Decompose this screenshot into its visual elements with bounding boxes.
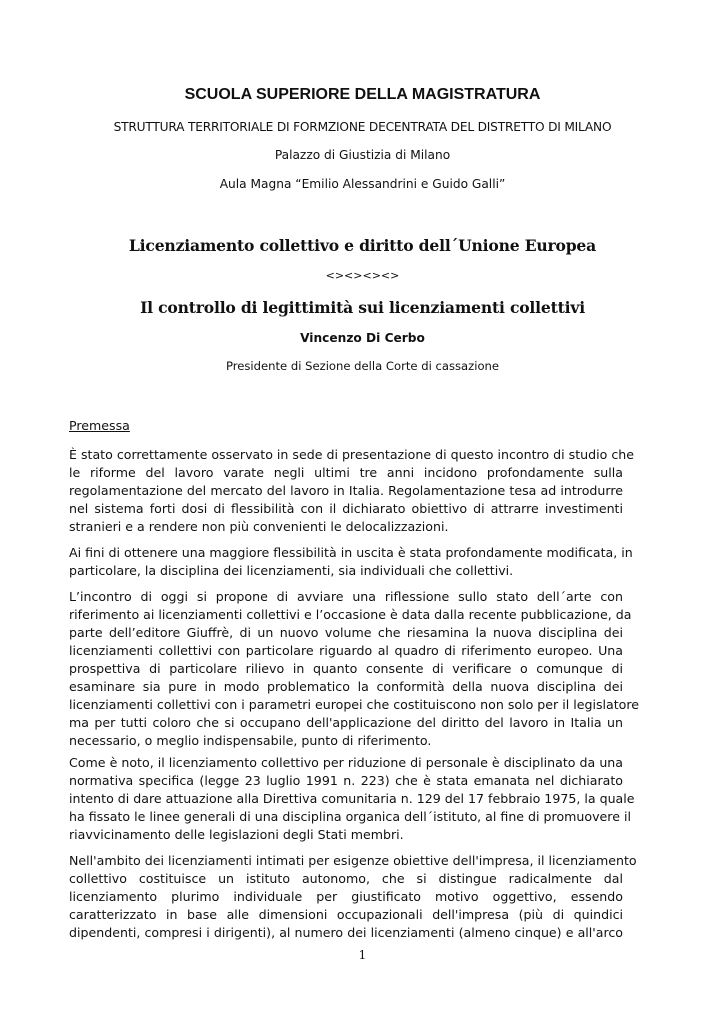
- text-line: caratterizzato in base alle dimensioni occupazionali dell'impresa (più di quindici: [69, 907, 623, 922]
- document-title: Licenziamento collettivo e diritto dell´Unione Europea: [128, 236, 597, 255]
- text-line: necessario, o meglio indispensabile, punto di riferimento.: [69, 733, 432, 748]
- text-line: prospettiva di particolare rilievo in quanto consente di verificare o comunque di: [69, 661, 623, 676]
- text-line: Come è noto, il licenziamento collettivo per riduzione di personale è disciplinato da una: [69, 755, 623, 770]
- paragraph: [69, 754, 635, 844]
- text-line: Nell'ambito dei licenziamenti intimati per esigenze obiettive dell'impresa, il licenziamento: [69, 853, 637, 868]
- paragraph: [69, 446, 634, 536]
- text-line: ma per tutti coloro che si occupano dell'applicazione del diritto del lavoro in Italia un: [69, 715, 623, 730]
- title-separator: <><><><>: [325, 269, 400, 282]
- section-heading-premessa: Premessa: [69, 418, 130, 433]
- text-line: normativa specifica (legge 23 luglio 1991 n. 223) che è stata emanata nel dichiarato: [69, 773, 623, 788]
- author-name: Vincenzo Di Cerbo: [300, 331, 425, 345]
- text-line: ha fissato le linee generali di una disciplina organica dell´istituto, al fine di promuovere il: [69, 809, 631, 824]
- struttura-heading: STRUTTURA TERRITORIALE DI FORMZIONE DECENTRATA DEL DISTRETTO DI MILANO: [113, 120, 612, 134]
- author-role: Presidente di Sezione della Corte di cassazione: [225, 359, 500, 373]
- text-line: esaminare sia pure in modo problematico la conformità della nuova disciplina dei: [69, 679, 623, 694]
- text-line: riferimento ai licenziamenti collettivi e l’occasione è data dalla recente pubblicazione, da: [69, 607, 632, 622]
- text-line: particolare, la disciplina dei licenziamenti, sia individuali che collettivi.: [69, 563, 514, 578]
- text-line: dipendenti, compresi i dirigenti), al numero dei licenziamenti (almeno cinque) e all'arco: [69, 925, 623, 940]
- text-line: È stato correttamente osservato in sede di presentazione di questo incontro di studio che: [69, 447, 634, 462]
- text-line: intento di dare attuazione alla Direttiva comunitaria n. 129 del 17 febbraio 1975, la quale: [69, 791, 635, 806]
- text-line: regolamentazione del mercato del lavoro in Italia. Regolamentazione tesa ad introdurre: [69, 483, 623, 498]
- paragraph: [69, 588, 640, 750]
- text-line: stranieri e a rendere non più convenienti le delocalizzazioni.: [69, 519, 449, 534]
- text-line: licenziamento plurimo individuale per giustificato motivo oggettivo, essendo: [69, 889, 623, 904]
- text-line: riavvicinamento delle legislazioni degli Stati membri.: [69, 827, 404, 842]
- page-number: 1: [358, 948, 367, 962]
- school-heading: SCUOLA SUPERIORE DELLA MAGISTRATURA: [184, 86, 541, 103]
- text-line: Ai fini di ottenere una maggiore flessibilità in uscita è stata profondamente modificata, in: [69, 545, 633, 560]
- text-line: licenziamenti collettivi con particolare riguardo al quadro di riferimento europeo. Una: [69, 643, 623, 658]
- text-line: parte dell’editore Giuffrè, di un nuovo volume che riesamina la nuova disciplina dei: [69, 625, 623, 640]
- text-line: collettivo costituisce un istituto autonomo, che si distingue radicalmente dal: [69, 871, 623, 886]
- aula-line: Aula Magna “Emilio Alessandrini e Guido Galli”: [219, 177, 506, 191]
- paragraph: [69, 544, 633, 580]
- document-subtitle: Il controllo di legittimità sui licenziamenti collettivi: [140, 298, 585, 317]
- text-line: licenziamenti collettivi con i parametri europei che costituiscono non solo per il legislatore: [69, 697, 640, 712]
- text-line: nel sistema forti dosi di flessibilità con il dichiarato obiettivo di attrarre investimenti: [69, 501, 623, 516]
- paragraph: [69, 852, 637, 942]
- text-line: L’incontro di oggi si propone di avviare una riflessione sullo stato dell´arte con: [69, 589, 623, 604]
- text-line: le riforme del lavoro varate negli ultimi tre anni incidono profondamente sulla: [69, 465, 623, 480]
- palazzo-line: Palazzo di Giustizia di Milano: [274, 148, 451, 162]
